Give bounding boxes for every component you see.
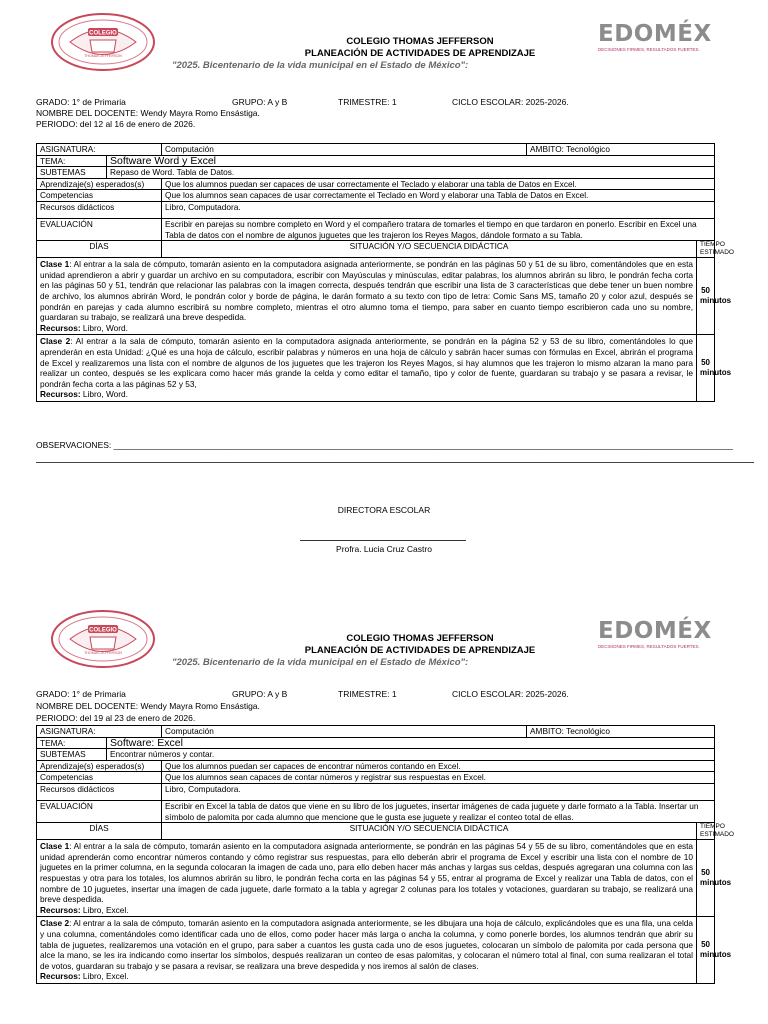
clase-row (37, 840, 715, 917)
competencias-label: Competencias (37, 772, 162, 784)
clase-recursos: Libro, Word. (80, 389, 128, 400)
clase-tiempo: 50 minutos (697, 840, 715, 917)
tema-value: Software Word y Excel (107, 155, 715, 167)
aprendizaje-value: Que los alumnos puedan ser capaces de usar correctamente el Teclado y elaborar una tabla de Datos en Excel. (162, 178, 715, 190)
ambito: AMBITO: Tecnológico (527, 726, 715, 738)
competencias-value: Que los alumnos sean capaces de contar números y registrar sus respuestas en Excel. (162, 772, 715, 784)
school-name: COLEGIO THOMAS JEFFERSON (346, 36, 494, 47)
school-logo-icon (50, 12, 156, 72)
clase-text (37, 917, 697, 984)
directora-label: DIRECTORA ESCOLAR (337, 505, 431, 515)
clase-label: Clase 2 (40, 336, 71, 347)
docente: NOMBRE DEL DOCENTE: Wendy Mayra Romo Ensástiga. (36, 701, 260, 711)
clase-tiempo: 50 minutos (697, 335, 715, 402)
clase-label: Clase 1 (40, 841, 70, 852)
subtemas-label: SUBTEMAS (37, 749, 107, 761)
school-name: COLEGIO THOMAS JEFFERSON (346, 633, 494, 644)
clase-text (37, 840, 697, 917)
clase-row (37, 335, 715, 402)
asignatura-value: Computación (162, 144, 527, 156)
clase-body: : Al entrar a la sala de cómputo, tomarán asiento en la computadora asignada anteriormente, se les dibujara una hoja de cálculo, explicándoles que es una fila, una celda y una columna, comentándoles como identificar cada uno de ellos, como poder hacer más larga o ancha la columna, y como ponerle bordes, los alumnos tendrán que abrir su tabla de juguetes, realizaremos una votación en el grupo, para saber a cuantos les gusta cada uno de esos juguetes, colocaran un símbolo de palomita por cada persona que alce la mano, se les ira indicando como insertar los símbolos, después realizaran un conteo de esas palomitas, y colocaran el número total al final, con suma realizaran el total de votos, guardaran su trabajo y se pasara a revisar, se realizara una breve despedida y nos iremos al salón de clases. (40, 918, 694, 971)
subtemas-label: SUBTEMAS (37, 167, 107, 179)
motto: "2025. Bicentenario de la vida municipal en el Estado de México": (172, 60, 469, 71)
recursos-label: Recursos didácticos (37, 783, 162, 800)
aprendizaje-label: Aprendizaje(s) esperados(s) (37, 178, 162, 190)
clase-recursos: Libro, Word. (80, 322, 128, 333)
clase-tiempo: 50 minutos (697, 258, 715, 335)
edomex-slogan: DECISIONES FIRMES, RESULTADOS FUERTES. (598, 47, 700, 52)
evaluacion-label: EVALUACIÓN (37, 800, 162, 822)
plan-table (36, 143, 734, 402)
asignatura-label: ASIGNATURA: (37, 726, 162, 738)
tiempo-label: TIEMPO ESTIMADO (697, 241, 715, 258)
situacion-label: SITUACIÓN Y/O SECUENCIA DIDÁCTICA (162, 823, 697, 840)
directora-name: Profra. Lucia Cruz Castro (336, 544, 432, 554)
clase-recursos: Libro, Excel. (80, 971, 129, 982)
edomex-name: EDOMÉX (598, 618, 712, 644)
aprendizaje-value: Que los alumnos puedan ser capaces de encontrar números contando en Excel. (162, 760, 715, 772)
competencias-value: Que los alumnos sean capaces de usar correctamente el Teclado en Word y elaborar una Tabla de Datos en Excel. (162, 190, 715, 202)
subtemas-value: Repaso de Word. Tabla de Datos. (107, 167, 715, 179)
plan-2 (0, 597, 768, 1024)
tema-label: TEMA: (37, 155, 107, 167)
evaluacion-value: Escribir en parejas su nombre completo en Word y el compañero tratara de tomarles el tiempo en que tardaron en ponerlo. Escribir en Excel una Tabla de datos con el nombre de algunos juguetes que les trajeron los Reyes Magos, dándole formato a su Tabla. (162, 218, 715, 240)
edomex-name: EDOMÉX (598, 21, 712, 47)
clase-recursos-label: Recursos: (40, 971, 81, 982)
asignatura-value: Computación (162, 726, 527, 738)
document-subtitle: PLANEACIÓN DE ACTIVIDADES DE APRENDIZAJE (304, 48, 536, 59)
ciclo-escolar: CICLO ESCOLAR: 2025-2026. (452, 689, 569, 699)
clase-body: : Al entrar a la sala de cómputo, tomarán asiento en la computadora asignada anteriormente, se pondrán en las páginas 54 y 55 de su libro, comentándoles que en esta unidad aprenderán como encontrar números contando y cómo registrar sus respuestas, para ello deberán abrir el programa de Excel y escribir una lista con el nombre de 10 juguetes en la primer columna, en la segunda colocaran la imagen de cada uno, para ello deben hacer más anchas y largas sus celdas, después agregaran una columna con las respuestas y otra para los totales, los alumnos abrirán su libro, le pondrán fecha corta en las páginas 54 y 55, entrar al programa de Excel y realizar una Tabla de datos, con el nombre de 10 juguetes, insertar una imagen de cada juguete, darle formato a la tabla y agregar 2 colunas para los totales y votaciones, guardaran su trabajo, se realizará una breve despedida. (40, 841, 694, 905)
grado: GRADO: 1° de Primaria (36, 97, 126, 107)
docente: NOMBRE DEL DOCENTE: Wendy Mayra Romo Ensástiga. (36, 108, 260, 118)
logo-text: COLEGIO (89, 30, 117, 37)
clase-text (37, 335, 697, 402)
clase-body: : Al entrar a la sala de cómputo, tomarán asiento en la computadora asignada anteriormente, se pondrán en la página 52 y 53 de su libro, comentándoles lo que aprenderán en esta Unidad: ¿Qué es una hoja de cálculo, escribir palabras y números en una hoja de cálculo y sabrán hacer sumas con fórmulas en Excel, abrirán el programa de Excel y realizaremos una lista con el nombre de algunos de los juguetes que les trajeron los Reyes Magos, si hay alumnos que les trajeron lo mismo alzaran la mano para realizar un conteo, después se les explicara como hacer más grande la celda y como editar el tamaño, tipo y color de fuente, guardaran su trabajo y se pasara a revisar, le pondrán fecha corta a las páginas 52 y 53, (40, 336, 694, 389)
dias-label: DÍAS (37, 241, 162, 258)
trimestre: TRIMESTRE: 1 (338, 97, 397, 107)
situacion-label: SITUACIÓN Y/O SECUENCIA DIDÁCTICA (162, 241, 697, 258)
recursos-value: Libro, Computadora. (162, 201, 715, 218)
clase-row (37, 917, 715, 984)
logo-subtext: THOMAS JEFFERSON (84, 651, 122, 655)
tema-value: Software: Excel (107, 737, 715, 749)
dias-label: DÍAS (37, 823, 162, 840)
document-subtitle: PLANEACIÓN DE ACTIVIDADES DE APRENDIZAJE (304, 645, 536, 656)
clase-body: : Al entrar a la sala de cómputo, tomarán asiento en la computadora asignada anteriormente, se pondrán en las páginas 50 y 51 de su libro, comentándoles que en esta unidad aprendieron a abrir y guardar un archivo en su computadora, escribir con Mayúsculas y minúsculas, editar palabras, los alumnos abrirán su libro, le pondrán fecha corta en las páginas 50 y 51, tendrán que relacionar las palabras con la imagen correcta, después tendrán que escribir una lista de 3 características que debe tener un buen nombre de archivo, los alumnos abrirán Word, le pondrán color y borde de página, le darán formato a su texto con tipo de letra: Comic Sans MS, tamaño 20 y color azul, después se pondrán en parejas y cada alumno escribirá su nombre completo, mientras el otro alumno toma el tiempo, para saber en cuanto tiempo escribieron cada uno su nombre, guardaran su trabajo, se realizará una breve despedida. (40, 259, 694, 323)
logo-text: COLEGIO (89, 627, 117, 634)
recursos-label: Recursos didácticos (37, 201, 162, 218)
motto: "2025. Bicentenario de la vida municipal en el Estado de México": (172, 657, 469, 668)
edomex-slogan: DECISIONES FIRMES, RESULTADOS FUERTES. (598, 644, 700, 649)
clase-tiempo: 50 minutos (697, 917, 715, 984)
clase-label: Clase 1 (40, 259, 70, 270)
clase-recursos: Libro, Excel. (80, 904, 129, 915)
evaluacion-label: EVALUACIÓN (37, 218, 162, 240)
periodo: PERIODO: del 19 al 23 de enero de 2026. (36, 713, 196, 723)
ambito: AMBITO: Tecnológico (527, 144, 715, 156)
recursos-value: Libro, Computadora. (162, 783, 715, 800)
clase-text (37, 258, 697, 335)
school-logo-icon (50, 609, 156, 669)
asignatura-label: ASIGNATURA: (37, 144, 162, 156)
plan-table (36, 725, 734, 984)
grado: GRADO: 1° de Primaria (36, 689, 126, 699)
signature-line (300, 540, 466, 541)
aprendizaje-label: Aprendizaje(s) esperados(s) (37, 760, 162, 772)
clase-label: Clase 2 (40, 918, 70, 929)
grupo: GRUPO: A y B (232, 97, 288, 107)
ciclo-escolar: CICLO ESCOLAR: 2025-2026. (452, 97, 569, 107)
clase-recursos-label: Recursos: (40, 904, 81, 915)
grupo: GRUPO: A y B (232, 689, 288, 699)
evaluacion-value: Escribir en Excel la tabla de datos que viene en su libro de los juguetes, insertar imágenes de cada juguete y darle formato a la Tabla. Insertar un símbolo de palomita por cada alumno que mencione que le gusta ese juguete y realizar el conteo total de ellas. (162, 800, 715, 822)
trimestre: TRIMESTRE: 1 (338, 689, 397, 699)
periodo: PERIODO: del 12 al 16 de enero de 2026. (36, 119, 196, 129)
clase-row (37, 258, 715, 335)
clase-recursos-label: Recursos: (40, 322, 81, 333)
observaciones: OBSERVACIONES: ___________________________________________________________________________________________________________________________________ (36, 440, 733, 450)
subtemas-value: Encontrar números y contar. (107, 749, 715, 761)
competencias-label: Competencias (37, 190, 162, 202)
clase-recursos-label: Recursos: (40, 389, 81, 400)
tema-label: TEMA: (37, 737, 107, 749)
logo-subtext: THOMAS JEFFERSON (84, 54, 122, 58)
tiempo-label: TIEMPO ESTIMADO (697, 823, 715, 840)
divider (36, 462, 754, 463)
